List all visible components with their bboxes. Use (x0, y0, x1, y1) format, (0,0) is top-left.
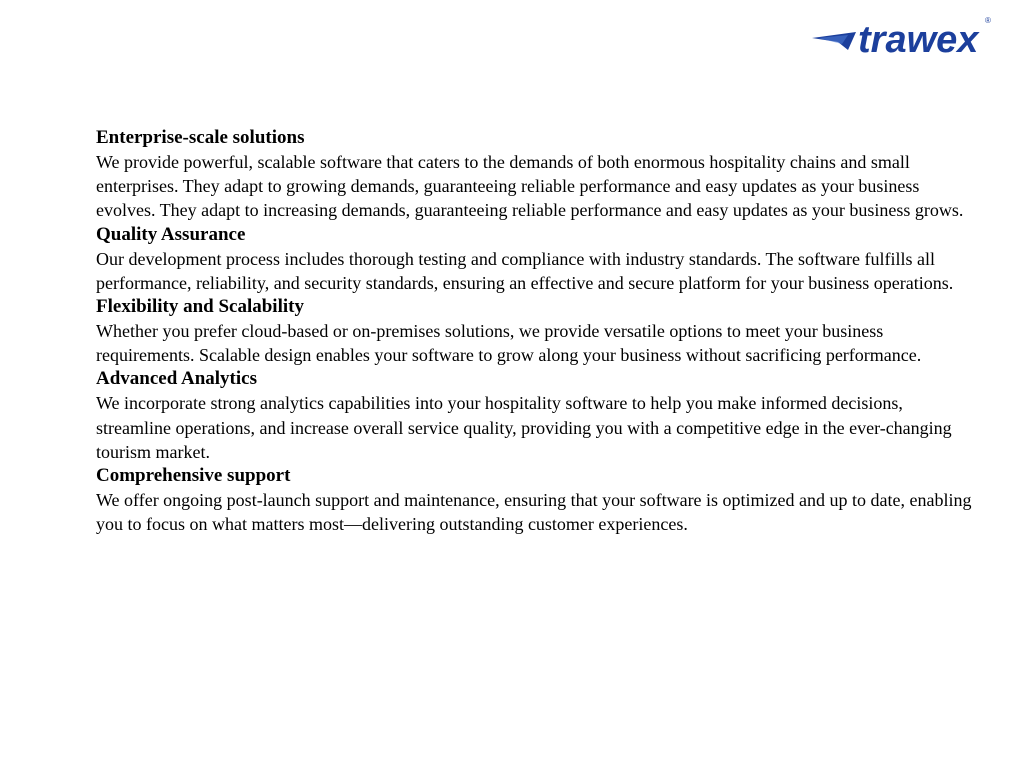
main-content (96, 126, 976, 536)
section-title: Advanced Analytics (96, 368, 257, 390)
section-quality-assurance (96, 223, 976, 295)
registered-mark: ® (985, 16, 991, 25)
section-title: Comprehensive support (96, 465, 291, 487)
section-body: We incorporate strong analytics capabilities into your hospitality software to help you make informed decisions, streamline operations, and increase overall service quality, providing you with a competitive edge in the ever-changing tourism market. (96, 393, 952, 462)
section-analytics (96, 367, 976, 464)
trawex-logo (808, 14, 1008, 60)
section-flexibility (96, 295, 976, 367)
section-body: Whether you prefer cloud-based or on-premises solutions, we provide versatile options to meet your business requirements. Scalable design enables your software to grow along your business without sacrificing performance. (96, 321, 922, 366)
section-body: We offer ongoing post-launch support and maintenance, ensuring that your software is optimized and up to date, enabling you to focus on what matters most—delivering outstanding customer experiences. (96, 490, 972, 535)
logo-wordmark: trawex (858, 19, 979, 60)
section-title: Quality Assurance (96, 223, 246, 245)
section-body: Our development process includes thorough testing and compliance with industry standards. The software fulfills all performance, reliability, and security standards, ensuring an effective and secure platform for your business operations. (96, 248, 954, 293)
section-title: Flexibility and Scalability (96, 296, 304, 318)
section-support (96, 464, 976, 536)
section-title: Enterprise-scale solutions (96, 127, 305, 148)
section-body: We provide powerful, scalable software that caters to the demands of both enormous hospitality chains and small enterprises. They adapt to growing demands, guaranteeing reliable performance and easy updates as your business evolves. They adapt to increasing demands, guaranteeing reliable performance and easy updates as your business grows. (96, 152, 964, 221)
logo-graphic (808, 14, 1008, 60)
section-enterprise (96, 126, 976, 223)
